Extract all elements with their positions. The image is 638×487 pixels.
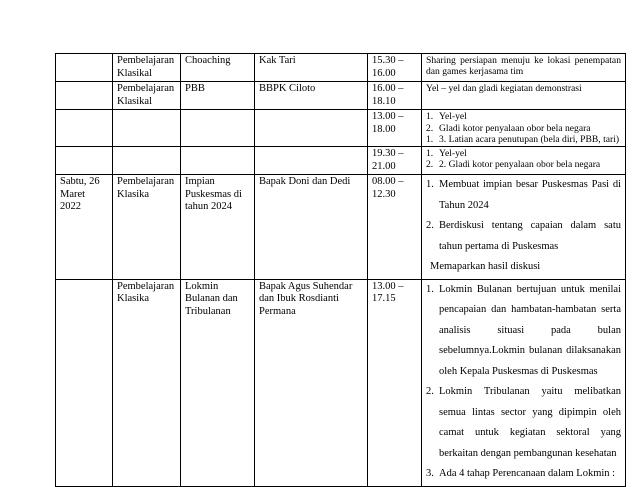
speaker-cell: [255, 110, 368, 147]
type-cell: Pembelajaran Klasikal: [113, 54, 181, 82]
activity-cell: Yel – yel dan gladi kegiatan demonstrasi: [422, 82, 626, 110]
activity-cell: Sharing persiapan menuju ke lokasi penempatan dan games kerjasama tim: [422, 54, 626, 82]
list-item: 1. Yel-yel: [426, 111, 467, 123]
table-row: [56, 82, 626, 110]
topic-cell: PBB: [181, 82, 255, 110]
list-item: 2. Gladi kotor penyalaan obor bela negara: [426, 122, 591, 134]
table-row: [56, 146, 626, 174]
time-cell: 13.00 – 18.00: [368, 110, 422, 147]
activity-cell: [422, 279, 626, 486]
activity-cell: [422, 146, 626, 174]
list-item: 2. Berdiskusi tentang capaian dalam satu tahun pertama di Puskesmas: [426, 220, 621, 252]
date-cell: Sabtu, 26 Maret 2022: [56, 175, 113, 280]
time-cell: 15.30 – 16.00: [368, 54, 422, 82]
schedule-table: [55, 53, 626, 487]
time-cell: 19.30 – 21.00: [368, 146, 422, 174]
time-cell: 13.00 – 17.15: [368, 279, 422, 486]
speaker-cell: Bapak Doni dan Dedi: [255, 175, 368, 280]
activity-list: [426, 111, 621, 145]
topic-cell: [181, 146, 255, 174]
list-item: 1. Membuat impian besar Puskesmas Pasi di Tahun 2024: [426, 179, 621, 211]
date-cell: [56, 82, 113, 110]
date-cell: [56, 110, 113, 147]
time-cell: 08.00 – 12.30: [368, 175, 422, 280]
activity-list: [426, 148, 621, 170]
date-cell: [56, 279, 113, 486]
activity-list: [426, 280, 621, 485]
type-cell: [113, 146, 181, 174]
list-item: 1. Yel-yel: [426, 147, 467, 159]
topic-cell: Choaching: [181, 54, 255, 82]
table-row: [56, 110, 626, 147]
type-cell: Pembelajaran Klasika: [113, 279, 181, 486]
type-cell: Pembelajaran Klasika: [113, 175, 181, 280]
speaker-cell: BBPK Ciloto: [255, 82, 368, 110]
topic-cell: Impian Puskesmas di tahun 2024: [181, 175, 255, 280]
speaker-cell: [255, 146, 368, 174]
date-cell: [56, 54, 113, 82]
list-item: 3. Ada 4 tahap Perencanaan dalam Lokmin :: [426, 468, 616, 480]
list-item: 1. Lokmin Bulanan bertujuan untuk menilai pencapaian dan hambatan-hambatan serta analisis situasi pada bulan sebelumnya.Lokmin bulanan dilaksanakan oleh Kepala Puskesmas di Puskesmas: [426, 283, 621, 377]
activity-list: [426, 175, 621, 257]
list-item: 2. Lokmin Tribulanan yaitu melibatkan semua lintas sector yang dipimpin oleh camat untuk kegiatan sektoral yang berkaitan dengan pembangunan kesehatan: [426, 386, 621, 459]
type-cell: Pembelajaran Klasikal: [113, 82, 181, 110]
list-item: 1. 3. Latian acara penutupan (bela diri, PBB, tari): [426, 133, 620, 145]
time-cell: 16.00 – 18.10: [368, 82, 422, 110]
topic-cell: [181, 110, 255, 147]
date-cell: [56, 146, 113, 174]
list-item: 2. 2. Gladi kotor penyalaan obor bela negara: [426, 159, 601, 171]
topic-cell: Lokmin Bulanan dan Tribulanan: [181, 279, 255, 486]
activity-note: Memaparkan hasil diskusi: [430, 261, 541, 273]
speaker-cell: Kak Tari: [255, 54, 368, 82]
table-row: [56, 54, 626, 82]
table-row: [56, 279, 626, 486]
activity-cell: [422, 110, 626, 147]
speaker-cell: Bapak Agus Suhendar dan Ibuk Rosdianti Permana: [255, 279, 368, 486]
type-cell: [113, 110, 181, 147]
activity-cell: [422, 175, 626, 280]
table-row: [56, 175, 626, 280]
